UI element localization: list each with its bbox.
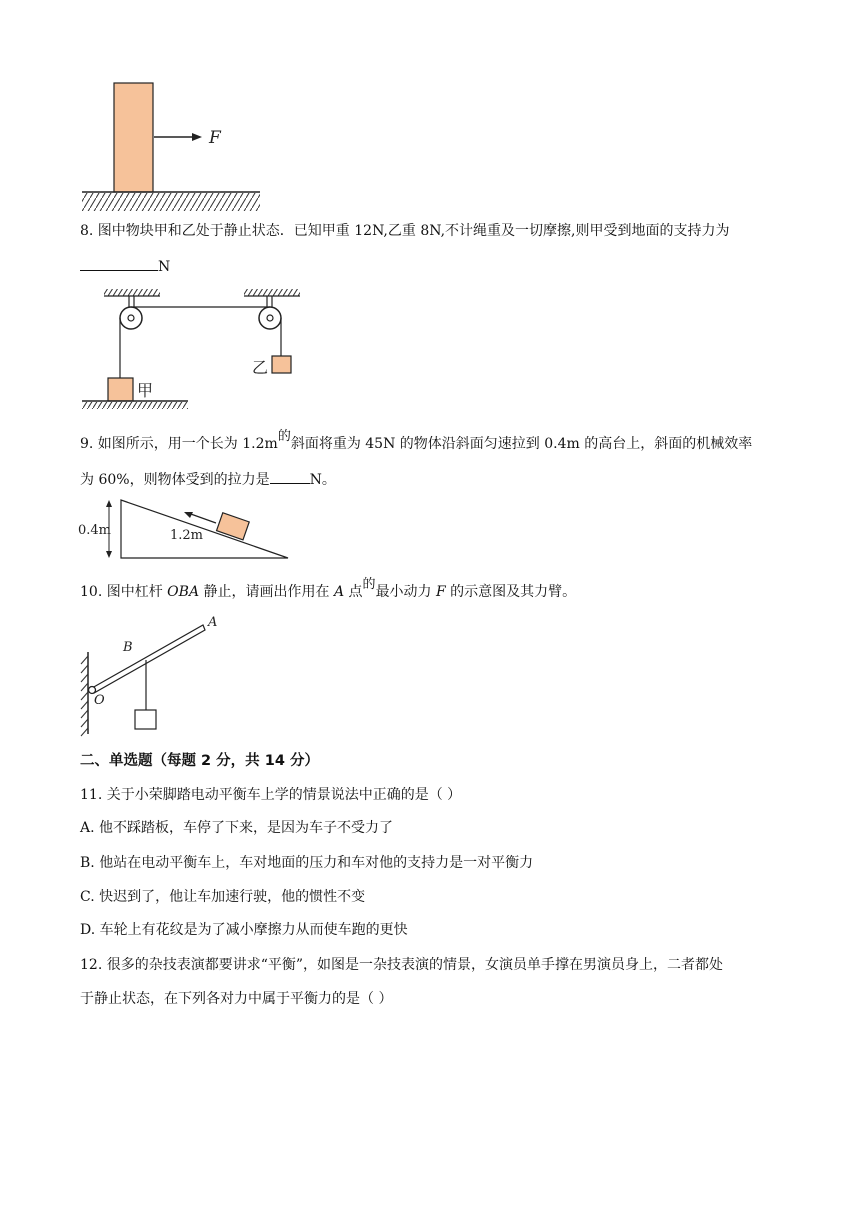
section-heading: 二、单选题（每题 2 分，共 14 分） xyxy=(80,753,319,769)
block-yi xyxy=(272,356,291,373)
figure-lever xyxy=(78,610,228,738)
figure-pulleys xyxy=(78,288,308,410)
question-11-stem: 11. 关于小荣脚踏电动平衡车上学的情景说法中正确的是（ ） xyxy=(80,787,462,803)
option-b[interactable]: B. 他站在电动平衡车上，车对地面的压力和车对他的支持力是一对平衡力 xyxy=(80,855,534,871)
label-a: A xyxy=(208,615,218,630)
lever-bar xyxy=(92,625,205,693)
label-o: O xyxy=(94,693,105,708)
weight xyxy=(135,710,156,729)
figure-block-force xyxy=(78,78,268,216)
question-9-text-line2: 为 60%，则物体受到的拉力是 N。 xyxy=(80,469,336,490)
label-b: B xyxy=(123,640,133,655)
block-jia xyxy=(108,378,133,401)
question-12-line1: 12. 很多的杂技表演都要讲求“平衡”，如图是一杂技表演的情景，女演员单手撑在男演员身上，二者都处 xyxy=(80,957,724,973)
option-a[interactable]: A. 他不踩踏板，车停了下来，是因为车子不受力了 xyxy=(80,820,394,836)
force-label: F xyxy=(209,128,221,148)
option-c[interactable]: C. 快迟到了，他让车加速行驶，他的惯性不变 xyxy=(80,889,366,905)
length-label: 1.2m xyxy=(170,528,204,543)
option-d[interactable]: D. 车轮上有花纹是为了减小摩擦力从而使车跑的更快 xyxy=(80,922,408,938)
incline xyxy=(121,500,288,558)
figure-incline xyxy=(78,496,293,564)
pull-arrow xyxy=(188,513,216,523)
label-jia: 甲 xyxy=(137,381,154,400)
answer-blank[interactable] xyxy=(80,256,158,271)
label-yi: 乙 xyxy=(252,358,269,377)
height-label: 0.4m xyxy=(78,523,112,538)
block xyxy=(114,83,153,192)
question-8-answer-line: N xyxy=(80,256,170,277)
answer-blank[interactable] xyxy=(270,469,310,484)
question-12-line2: 于静止状态，在下列各对力中属于平衡力的是（ ） xyxy=(80,991,393,1007)
question-10-text: 10. 图中杠杆 OBA 静止，请画出作用在 A 点的最小动力 F 的示意图及其力臂。 xyxy=(80,577,577,600)
question-9-text: 9. 如图所示，用一个长为 1.2m的斜面将重为 45N 的物体沿斜面匀速拉到 0.4m 的高台上，斜面的机械效率 xyxy=(80,429,753,452)
question-8-text: 8. 图中物块甲和乙处于静止状态．已知甲重 12N,乙重 8N,不计绳重及一切摩擦,则甲受到地面的支持力为 xyxy=(80,223,730,239)
ground-hatch xyxy=(82,193,260,211)
